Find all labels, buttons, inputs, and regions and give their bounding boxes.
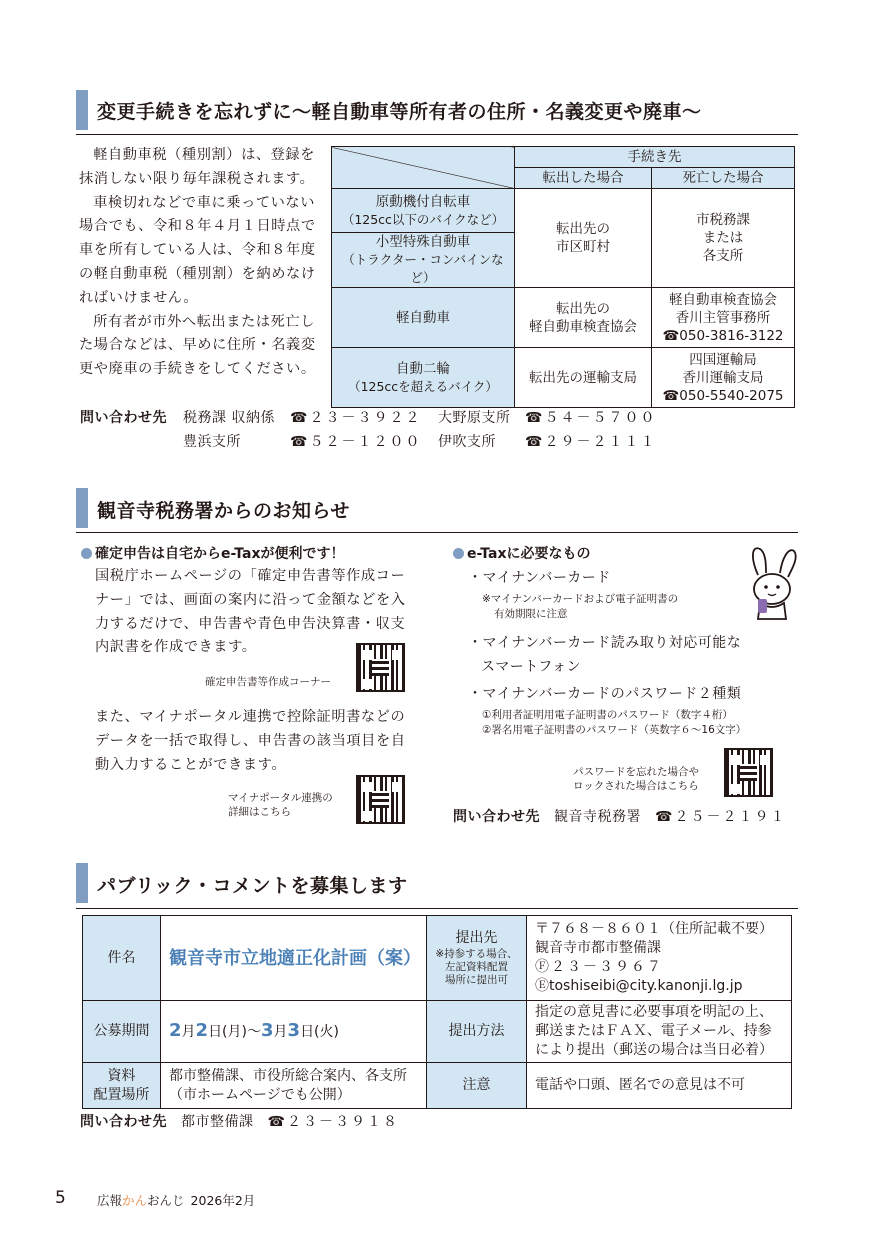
- place-header: 資料 配置場所: [83, 1063, 161, 1109]
- section3-rule: [76, 908, 798, 909]
- section1-rule: [76, 134, 798, 135]
- subject-value: 観音寺市立地適正化計画（案）: [161, 916, 427, 1001]
- procedure-table: [331, 146, 795, 408]
- inquiry-tel: ☎２３－３９２２: [290, 410, 422, 426]
- section3-title: パブリック・コメントを募集します: [97, 875, 408, 897]
- qr1-label: 確定申告書等作成コーナー: [205, 676, 331, 688]
- inquiry-name: 伊吹支所: [438, 434, 496, 450]
- note-value: 電話や口頭、匿名での意見は不可: [527, 1063, 792, 1109]
- paragraph: 軽自動車税（種別割）は、登録を抹消しない限り毎年課税されます。: [79, 147, 316, 187]
- paragraph: 車検切れなどで車に乗っていない場合でも、令和８年４月１日時点で車を所有している人は、令和８年度の軽自動車税（種別割）を納めなければいけません。: [79, 194, 316, 306]
- row12-moveout: 転出先の 市区町村: [515, 189, 652, 288]
- note-header: 注意: [427, 1063, 527, 1109]
- req-item: スマートフォン: [481, 659, 582, 675]
- row-special-label: 小型特殊自動車 （トラクター・コンバインなど）: [332, 233, 515, 288]
- req-item: ・マイナンバーカード: [468, 570, 611, 586]
- inquiry-name: 豊浜支所: [183, 434, 241, 450]
- inquiry-tel: ☎５４－５７００: [525, 410, 657, 426]
- period-value: 2月2日(月)～3月3日(火): [161, 1001, 427, 1063]
- row-keicar-moveout: 転出先の 軽自動車検査協会: [515, 288, 652, 348]
- qr-code-icon[interactable]: [356, 643, 405, 692]
- qr3-label: パスワードを忘れた場合や ロックされた場合はこちら: [573, 766, 699, 792]
- submit-to-header: 提出先 ※持参する場合、 左記資料配置 場所に提出可: [427, 916, 527, 1001]
- section2-title: 観音寺税務署からのお知らせ: [97, 500, 350, 522]
- row-motorcycle-death: 四国運輸局 香川運輸支局 ☎050-5540-2075: [652, 348, 795, 408]
- method-header: 提出方法: [427, 1001, 527, 1063]
- left-heading: 確定申告は自宅からe-Taxが便利です！: [81, 543, 344, 563]
- section2-bar: [76, 488, 88, 528]
- method-value: 指定の意見書に必要事項を明記の上、郵送またはＦＡＸ、電子メール、持参により提出（郵送の場合は当日必着）: [527, 1001, 792, 1063]
- place-value: 都市整備課、市役所総合案内、各支所（市ホームページでも公開）: [161, 1063, 427, 1109]
- left-body2: また、マイナポータル連携で控除証明書などのデータを一括で取得し、申告書の該当項目を自動入力することができます。: [95, 709, 406, 773]
- inquiry-name: 大野原支所: [438, 410, 511, 426]
- page-number: 5: [55, 1188, 66, 1208]
- section1-bar: [76, 90, 88, 130]
- left-body1: 国税庁ホームページの「確定申告書等作成コーナー」では、画面の案内に沿って金額などを入力するだけで、申告書や青色申告決算書・収支内訳書を作成できます。: [95, 568, 406, 656]
- inquiry-name: 税務課 収納係: [183, 410, 275, 426]
- section1-body: [79, 144, 317, 382]
- inquiry-tel: ☎２９－２１１１: [525, 434, 657, 450]
- inquiry-tel: ☎５２－１２００: [290, 434, 422, 450]
- section1-title: 変更手続きを忘れずに～軽自動車等所有者の住所・名義変更や廃車～: [97, 101, 702, 123]
- header-group: 手続き先: [515, 147, 795, 168]
- row-keicar-death: 軽自動車検査協会 香川主管事務所 ☎050-3816-3122: [652, 288, 795, 348]
- req-item: ・マイナンバーカードのパスワード２種類: [468, 686, 742, 702]
- publication-name: 広報かんおんじ 2026年2月: [97, 1193, 256, 1208]
- submit-to-value: 〒７６８－８６０１（住所記載不要） 観音寺市都市整備課 Ⓕ２３－３９６７ Ⓔtoshiseibi@city.kanonji.lg.jp: [527, 916, 792, 1001]
- qr-code-icon[interactable]: [724, 748, 773, 797]
- row-keicar-label: 軽自動車: [332, 288, 515, 348]
- col-death: 死亡した場合: [652, 168, 795, 189]
- req-item: ・マイナンバーカード読み取り対応可能な: [468, 635, 742, 651]
- row-motorcycle-moveout: 転出先の運輸支局: [515, 348, 652, 408]
- qr-code-icon[interactable]: [356, 775, 405, 824]
- req-note: ※マイナンバーカードおよび電子証明書の 有効期限に注意: [482, 593, 679, 620]
- bullet-dot-icon: [453, 548, 464, 559]
- req-note: ①利用者証明用電子証明書のパスワード（数字４桁） ②署名用電子証明書のパスワード（英数字６～16文字）: [482, 709, 747, 736]
- paragraph: 所有者が市外へ転出または死亡した場合などは、早めに住所・名義変更や廃車の手続きをしてください。: [79, 313, 316, 378]
- row12-death: 市税務課 または 各支所: [652, 189, 795, 288]
- section3-inquiry: 問い合わせ先 都市整備課 ☎２３－３９１８: [80, 1114, 399, 1130]
- col-moveout: 転出した場合: [515, 168, 652, 189]
- bullet-dot-icon: [81, 548, 92, 559]
- subject-header: 件名: [83, 916, 161, 1001]
- row-motorcycle-label: 自動二輪 （125ccを超えるバイク）: [332, 348, 515, 408]
- right-heading: e-Taxに必要なもの: [453, 543, 590, 563]
- section2-inquiry: 問い合わせ先 観音寺税務署 ☎２５－２１９１: [453, 809, 787, 825]
- row-moped-label: 原動機付自転車 （125cc以下のバイクなど）: [332, 189, 515, 233]
- period-header: 公募期間: [83, 1001, 161, 1063]
- section2-rule: [76, 532, 798, 533]
- public-comment-table: [82, 915, 792, 1109]
- section1-inquiry-label: 問い合わせ先: [80, 410, 167, 426]
- section3-bar: [76, 863, 88, 903]
- rabbit-mascot-icon: [744, 545, 800, 621]
- table-corner: [332, 147, 515, 189]
- qr2-label: マイナポータル連携の 詳細はこちら: [228, 792, 333, 818]
